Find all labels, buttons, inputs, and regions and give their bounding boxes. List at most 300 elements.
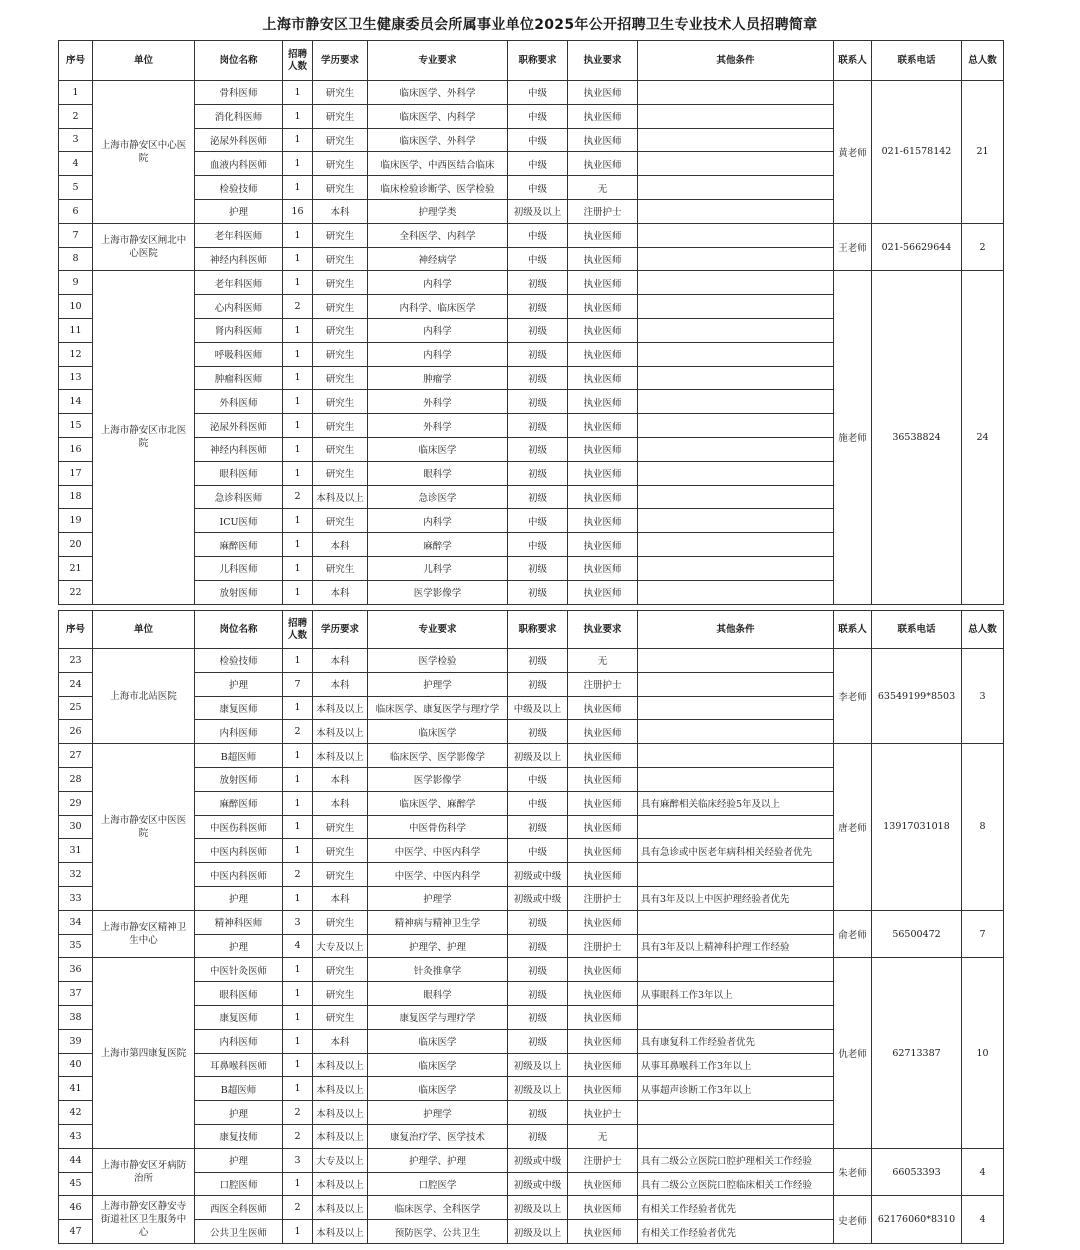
title-requirement: 初级: [508, 982, 568, 1006]
license-requirement: 执业医师: [568, 696, 638, 720]
major-requirement: 预防医学、公共卫生: [368, 1220, 508, 1244]
other-conditions: 具有3年及以上精神科护理工作经验: [638, 934, 834, 958]
education-requirement: 本科及以上: [313, 1124, 368, 1148]
contact-phone: 62176060*8310: [872, 1196, 962, 1244]
title-requirement: 初级: [508, 342, 568, 366]
position-name: 老年科医师: [195, 271, 283, 295]
header-col-other: 其他条件: [638, 41, 834, 81]
seq-number: 22: [59, 580, 93, 604]
major-requirement: 临床检验诊断学、医学检验: [368, 176, 508, 200]
other-conditions: [638, 295, 834, 319]
education-requirement: 研究生: [313, 104, 368, 128]
other-conditions: [638, 1005, 834, 1029]
title-requirement: 中级: [508, 104, 568, 128]
education-requirement: 本科及以上: [313, 720, 368, 744]
license-requirement: 执业医师: [568, 910, 638, 934]
contact-phone: 021-56629644: [872, 223, 962, 271]
title-requirement: 中级: [508, 152, 568, 176]
title-requirement: 中级: [508, 839, 568, 863]
position-name: 公共卫生医师: [195, 1220, 283, 1244]
education-requirement: 研究生: [313, 247, 368, 271]
title-requirement: 初级: [508, 815, 568, 839]
major-requirement: 中医学、中医内科学: [368, 839, 508, 863]
total-count: 8: [962, 744, 1004, 911]
header-col-title: 职称要求: [508, 41, 568, 81]
hire-count: 1: [283, 1029, 313, 1053]
other-conditions: [638, 414, 834, 438]
header-col-other: 其他条件: [638, 611, 834, 649]
position-name: 儿科医师: [195, 556, 283, 580]
seq-number: 29: [59, 791, 93, 815]
education-requirement: 本科及以上: [313, 1077, 368, 1101]
contact-phone: 13917031018: [872, 744, 962, 911]
hire-count: 1: [283, 390, 313, 414]
position-name: 肿瘤科医师: [195, 366, 283, 390]
license-requirement: 执业医师: [568, 366, 638, 390]
other-conditions: [638, 580, 834, 604]
position-name: 口腔医师: [195, 1172, 283, 1196]
seq-number: 28: [59, 767, 93, 791]
position-name: 神经内科医师: [195, 247, 283, 271]
education-requirement: 研究生: [313, 271, 368, 295]
license-requirement: 执业医师: [568, 1172, 638, 1196]
other-conditions: 有相关工作经验者优先: [638, 1220, 834, 1244]
major-requirement: 护理学、护理: [368, 1148, 508, 1172]
position-name: 护理: [195, 886, 283, 910]
hire-count: 1: [283, 104, 313, 128]
position-name: 护理: [195, 672, 283, 696]
hire-count: 1: [283, 886, 313, 910]
position-name: 西医全科医师: [195, 1196, 283, 1220]
header-col-phone: 联系电话: [872, 611, 962, 649]
title-requirement: 初级: [508, 366, 568, 390]
license-requirement: 执业医师: [568, 982, 638, 1006]
header-col-count: 招聘人数: [283, 41, 313, 81]
title-requirement: 中级: [508, 176, 568, 200]
license-requirement: 执业医师: [568, 556, 638, 580]
license-requirement: 执业护士: [568, 1101, 638, 1125]
title-requirement: 初级: [508, 437, 568, 461]
major-requirement: 神经病学: [368, 247, 508, 271]
major-requirement: 临床医学: [368, 1077, 508, 1101]
table-row: [59, 223, 1004, 247]
title-requirement: 初级: [508, 271, 568, 295]
license-requirement: 无: [568, 176, 638, 200]
major-requirement: 护理学: [368, 1101, 508, 1125]
position-name: 护理: [195, 1148, 283, 1172]
title-requirement: 初级及以上: [508, 1220, 568, 1244]
position-name: 护理: [195, 934, 283, 958]
other-conditions: [638, 533, 834, 557]
contact-phone: 66053393: [872, 1148, 962, 1196]
seq-number: 14: [59, 390, 93, 414]
license-requirement: 执业医师: [568, 152, 638, 176]
license-requirement: 执业医师: [568, 958, 638, 982]
position-name: 检验技师: [195, 176, 283, 200]
seq-number: 6: [59, 199, 93, 223]
seq-number: 41: [59, 1077, 93, 1101]
seq-number: 15: [59, 414, 93, 438]
total-count: 4: [962, 1196, 1004, 1244]
title-requirement: 中级: [508, 791, 568, 815]
seq-number: 43: [59, 1124, 93, 1148]
education-requirement: 研究生: [313, 318, 368, 342]
seq-number: 35: [59, 934, 93, 958]
other-conditions: 具有二级公立医院口腔临床相关工作经验: [638, 1172, 834, 1196]
education-requirement: 本科及以上: [313, 1172, 368, 1196]
license-requirement: 执业医师: [568, 437, 638, 461]
major-requirement: 临床医学、麻醉学: [368, 791, 508, 815]
major-requirement: 临床医学、全科医学: [368, 1196, 508, 1220]
title-requirement: 初级: [508, 1029, 568, 1053]
seq-number: 25: [59, 696, 93, 720]
title-requirement: 初级及以上: [508, 744, 568, 768]
hire-count: 1: [283, 271, 313, 295]
major-requirement: 针灸推拿学: [368, 958, 508, 982]
hire-count: 1: [283, 580, 313, 604]
position-name: 放射医师: [195, 767, 283, 791]
title-requirement: 中级: [508, 128, 568, 152]
seq-number: 13: [59, 366, 93, 390]
recruitment-table-part-1: [58, 40, 1004, 605]
education-requirement: 研究生: [313, 81, 368, 105]
major-requirement: 医学影像学: [368, 767, 508, 791]
major-requirement: 临床医学、医学影像学: [368, 744, 508, 768]
header-col-unit: 单位: [93, 41, 195, 81]
title-requirement: 初级或中级: [508, 886, 568, 910]
header-col-title: 职称要求: [508, 611, 568, 649]
header-row: [59, 611, 1004, 649]
contact-phone: 36538824: [872, 271, 962, 604]
hire-count: 3: [283, 1148, 313, 1172]
seq-number: 16: [59, 437, 93, 461]
other-conditions: [638, 342, 834, 366]
other-conditions: [638, 390, 834, 414]
major-requirement: 医学影像学: [368, 580, 508, 604]
position-name: 老年科医师: [195, 223, 283, 247]
other-conditions: [638, 199, 834, 223]
hire-count: 7: [283, 672, 313, 696]
hire-count: 1: [283, 556, 313, 580]
license-requirement: 执业医师: [568, 342, 638, 366]
hire-count: 1: [283, 223, 313, 247]
position-name: 中医针灸医师: [195, 958, 283, 982]
header-col-total: 总人数: [962, 611, 1004, 649]
hire-count: 1: [283, 247, 313, 271]
other-conditions: 具有3年及以上中医护理经验者优先: [638, 886, 834, 910]
hire-count: 1: [283, 461, 313, 485]
contact-phone: 63549199*8503: [872, 649, 962, 744]
position-name: 内科医师: [195, 1029, 283, 1053]
major-requirement: 外科学: [368, 414, 508, 438]
title-requirement: 中级: [508, 533, 568, 557]
education-requirement: 研究生: [313, 509, 368, 533]
major-requirement: 眼科学: [368, 982, 508, 1006]
other-conditions: 具有二级公立医院口腔护理相关工作经验: [638, 1148, 834, 1172]
other-conditions: [638, 223, 834, 247]
table-row: [59, 271, 1004, 295]
hire-count: 1: [283, 342, 313, 366]
title-requirement: 初级及以上: [508, 1196, 568, 1220]
contact-person: 仇老师: [834, 958, 872, 1148]
other-conditions: [638, 863, 834, 887]
other-conditions: [638, 485, 834, 509]
major-requirement: 麻醉学: [368, 533, 508, 557]
education-requirement: 本科及以上: [313, 1220, 368, 1244]
education-requirement: 本科: [313, 672, 368, 696]
major-requirement: 临床医学、外科学: [368, 128, 508, 152]
education-requirement: 研究生: [313, 152, 368, 176]
seq-number: 2: [59, 104, 93, 128]
major-requirement: 临床医学: [368, 437, 508, 461]
header-col-education: 学历要求: [313, 611, 368, 649]
major-requirement: 全科医学、内科学: [368, 223, 508, 247]
unit-name: 上海市静安区中医医院: [93, 744, 195, 911]
seq-number: 10: [59, 295, 93, 319]
position-name: 护理: [195, 199, 283, 223]
hire-count: 1: [283, 815, 313, 839]
total-count: 7: [962, 910, 1004, 958]
header-col-seq: 序号: [59, 611, 93, 649]
title-requirement: 初级: [508, 649, 568, 673]
major-requirement: 内科学: [368, 342, 508, 366]
hire-count: 1: [283, 744, 313, 768]
title-requirement: 初级: [508, 1124, 568, 1148]
unit-name: 上海市静安区闸北中心医院: [93, 223, 195, 271]
education-requirement: 大专及以上: [313, 1148, 368, 1172]
header-col-education: 学历要求: [313, 41, 368, 81]
seq-number: 23: [59, 649, 93, 673]
header-col-major: 专业要求: [368, 41, 508, 81]
title-requirement: 中级: [508, 509, 568, 533]
license-requirement: 注册护士: [568, 934, 638, 958]
hire-count: 1: [283, 318, 313, 342]
education-requirement: 研究生: [313, 414, 368, 438]
major-requirement: 内科学: [368, 271, 508, 295]
major-requirement: 内科学、临床医学: [368, 295, 508, 319]
position-name: 耳鼻喉科医师: [195, 1053, 283, 1077]
seq-number: 8: [59, 247, 93, 271]
hire-count: 3: [283, 910, 313, 934]
position-name: 泌尿外科医师: [195, 128, 283, 152]
other-conditions: [638, 366, 834, 390]
seq-number: 46: [59, 1196, 93, 1220]
unit-name: 上海市静安区中心医院: [93, 81, 195, 224]
recruitment-table-part-2: [58, 610, 1004, 1244]
table-row: [59, 1148, 1004, 1172]
title-requirement: 初级: [508, 390, 568, 414]
major-requirement: 临床医学: [368, 720, 508, 744]
title-requirement: 初级及以上: [508, 199, 568, 223]
license-requirement: 执业医师: [568, 744, 638, 768]
position-name: 泌尿外科医师: [195, 414, 283, 438]
seq-number: 24: [59, 672, 93, 696]
other-conditions: [638, 815, 834, 839]
license-requirement: 执业医师: [568, 1077, 638, 1101]
seq-number: 20: [59, 533, 93, 557]
license-requirement: 无: [568, 1124, 638, 1148]
education-requirement: 研究生: [313, 390, 368, 414]
license-requirement: 执业医师: [568, 390, 638, 414]
contact-person: 唐老师: [834, 744, 872, 911]
header-col-position: 岗位名称: [195, 41, 283, 81]
total-count: 4: [962, 1148, 1004, 1196]
unit-name: 上海市静安区静安寺街道社区卫生服务中心: [93, 1196, 195, 1244]
seq-number: 45: [59, 1172, 93, 1196]
license-requirement: 注册护士: [568, 199, 638, 223]
position-name: 眼科医师: [195, 982, 283, 1006]
unit-name: 上海市北站医院: [93, 649, 195, 744]
title-requirement: 初级: [508, 720, 568, 744]
license-requirement: 执业医师: [568, 1053, 638, 1077]
major-requirement: 护理学: [368, 886, 508, 910]
header-col-count: 招聘人数: [283, 611, 313, 649]
other-conditions: [638, 128, 834, 152]
other-conditions: 有相关工作经验者优先: [638, 1196, 834, 1220]
license-requirement: 执业医师: [568, 1005, 638, 1029]
title-requirement: 初级: [508, 934, 568, 958]
education-requirement: 研究生: [313, 982, 368, 1006]
title-requirement: 初级: [508, 1101, 568, 1125]
education-requirement: 研究生: [313, 839, 368, 863]
other-conditions: [638, 318, 834, 342]
education-requirement: 研究生: [313, 863, 368, 887]
major-requirement: 内科学: [368, 318, 508, 342]
header-col-contact: 联系人: [834, 611, 872, 649]
major-requirement: 肿瘤学: [368, 366, 508, 390]
total-count: 3: [962, 649, 1004, 744]
hire-count: 2: [283, 295, 313, 319]
header-col-license: 执业要求: [568, 611, 638, 649]
position-name: 血液内科医师: [195, 152, 283, 176]
header-col-seq: 序号: [59, 41, 93, 81]
hire-count: 2: [283, 863, 313, 887]
license-requirement: 执业医师: [568, 720, 638, 744]
hire-count: 1: [283, 1172, 313, 1196]
page-title: 上海市静安区卫生健康委员会所属事业单位2025年公开招聘卫生专业技术人员招聘简章: [262, 17, 818, 33]
education-requirement: 本科及以上: [313, 1053, 368, 1077]
other-conditions: [638, 271, 834, 295]
title-requirement: 初级及以上: [508, 1053, 568, 1077]
license-requirement: 注册护士: [568, 672, 638, 696]
position-name: 中医内科医师: [195, 863, 283, 887]
contact-person: 李老师: [834, 649, 872, 744]
table-row: [59, 958, 1004, 982]
seq-number: 18: [59, 485, 93, 509]
hire-count: 1: [283, 533, 313, 557]
seq-number: 33: [59, 886, 93, 910]
license-requirement: 执业医师: [568, 81, 638, 105]
education-requirement: 本科: [313, 533, 368, 557]
seq-number: 7: [59, 223, 93, 247]
seq-number: 42: [59, 1101, 93, 1125]
hire-count: 1: [283, 81, 313, 105]
title-requirement: 初级或中级: [508, 1148, 568, 1172]
position-name: 检验技师: [195, 649, 283, 673]
seq-number: 39: [59, 1029, 93, 1053]
seq-number: 32: [59, 863, 93, 887]
contact-person: 朱老师: [834, 1148, 872, 1196]
title-requirement: 初级: [508, 485, 568, 509]
header-col-unit: 单位: [93, 611, 195, 649]
table-row: [59, 81, 1004, 105]
contact-person: 史老师: [834, 1196, 872, 1244]
unit-name: 上海市静安区市北医院: [93, 271, 195, 604]
other-conditions: 具有急诊或中医老年病科相关经验者优先: [638, 839, 834, 863]
seq-number: 26: [59, 720, 93, 744]
position-name: 内科医师: [195, 720, 283, 744]
education-requirement: 本科及以上: [313, 744, 368, 768]
education-requirement: 研究生: [313, 366, 368, 390]
seq-number: 37: [59, 982, 93, 1006]
major-requirement: 临床医学、康复医学与理疗学: [368, 696, 508, 720]
education-requirement: 研究生: [313, 556, 368, 580]
total-count: 21: [962, 81, 1004, 224]
position-name: 肾内科医师: [195, 318, 283, 342]
contact-person: 俞老师: [834, 910, 872, 958]
position-name: B超医师: [195, 1077, 283, 1101]
title-requirement: 中级: [508, 247, 568, 271]
other-conditions: [638, 910, 834, 934]
hire-count: 4: [283, 934, 313, 958]
education-requirement: 研究生: [313, 128, 368, 152]
other-conditions: 具有麻醉相关临床经验5年及以上: [638, 791, 834, 815]
title-requirement: 中级: [508, 81, 568, 105]
other-conditions: [638, 437, 834, 461]
license-requirement: 执业医师: [568, 485, 638, 509]
table-row: [59, 744, 1004, 768]
education-requirement: 研究生: [313, 815, 368, 839]
header-row: [59, 41, 1004, 81]
education-requirement: 本科及以上: [313, 1101, 368, 1125]
position-name: 心内科医师: [195, 295, 283, 319]
hire-count: 1: [283, 152, 313, 176]
seq-number: 1: [59, 81, 93, 105]
contact-phone: 62713387: [872, 958, 962, 1148]
education-requirement: 研究生: [313, 176, 368, 200]
position-name: 神经内科医师: [195, 437, 283, 461]
contact-phone: 56500472: [872, 910, 962, 958]
position-name: 精神科医师: [195, 910, 283, 934]
other-conditions: 从事超声诊断工作3年以上: [638, 1077, 834, 1101]
title-requirement: 初级: [508, 672, 568, 696]
position-name: 中医内科医师: [195, 839, 283, 863]
total-count: 10: [962, 958, 1004, 1148]
other-conditions: [638, 744, 834, 768]
position-name: 康复医师: [195, 1005, 283, 1029]
major-requirement: 临床医学、内科学: [368, 104, 508, 128]
license-requirement: 执业医师: [568, 295, 638, 319]
license-requirement: 无: [568, 649, 638, 673]
seq-number: 4: [59, 152, 93, 176]
position-name: 麻醉医师: [195, 791, 283, 815]
major-requirement: 内科学: [368, 509, 508, 533]
header-col-contact: 联系人: [834, 41, 872, 81]
major-requirement: 护理学: [368, 672, 508, 696]
title-requirement: 初级: [508, 414, 568, 438]
education-requirement: 本科: [313, 1029, 368, 1053]
education-requirement: 研究生: [313, 910, 368, 934]
major-requirement: 临床医学: [368, 1053, 508, 1077]
other-conditions: 具有康复科工作经验者优先: [638, 1029, 834, 1053]
education-requirement: 研究生: [313, 223, 368, 247]
license-requirement: 执业医师: [568, 128, 638, 152]
major-requirement: 康复治疗学、医学技术: [368, 1124, 508, 1148]
seq-number: 44: [59, 1148, 93, 1172]
education-requirement: 本科: [313, 580, 368, 604]
title-requirement: 中级: [508, 767, 568, 791]
license-requirement: 注册护士: [568, 1148, 638, 1172]
